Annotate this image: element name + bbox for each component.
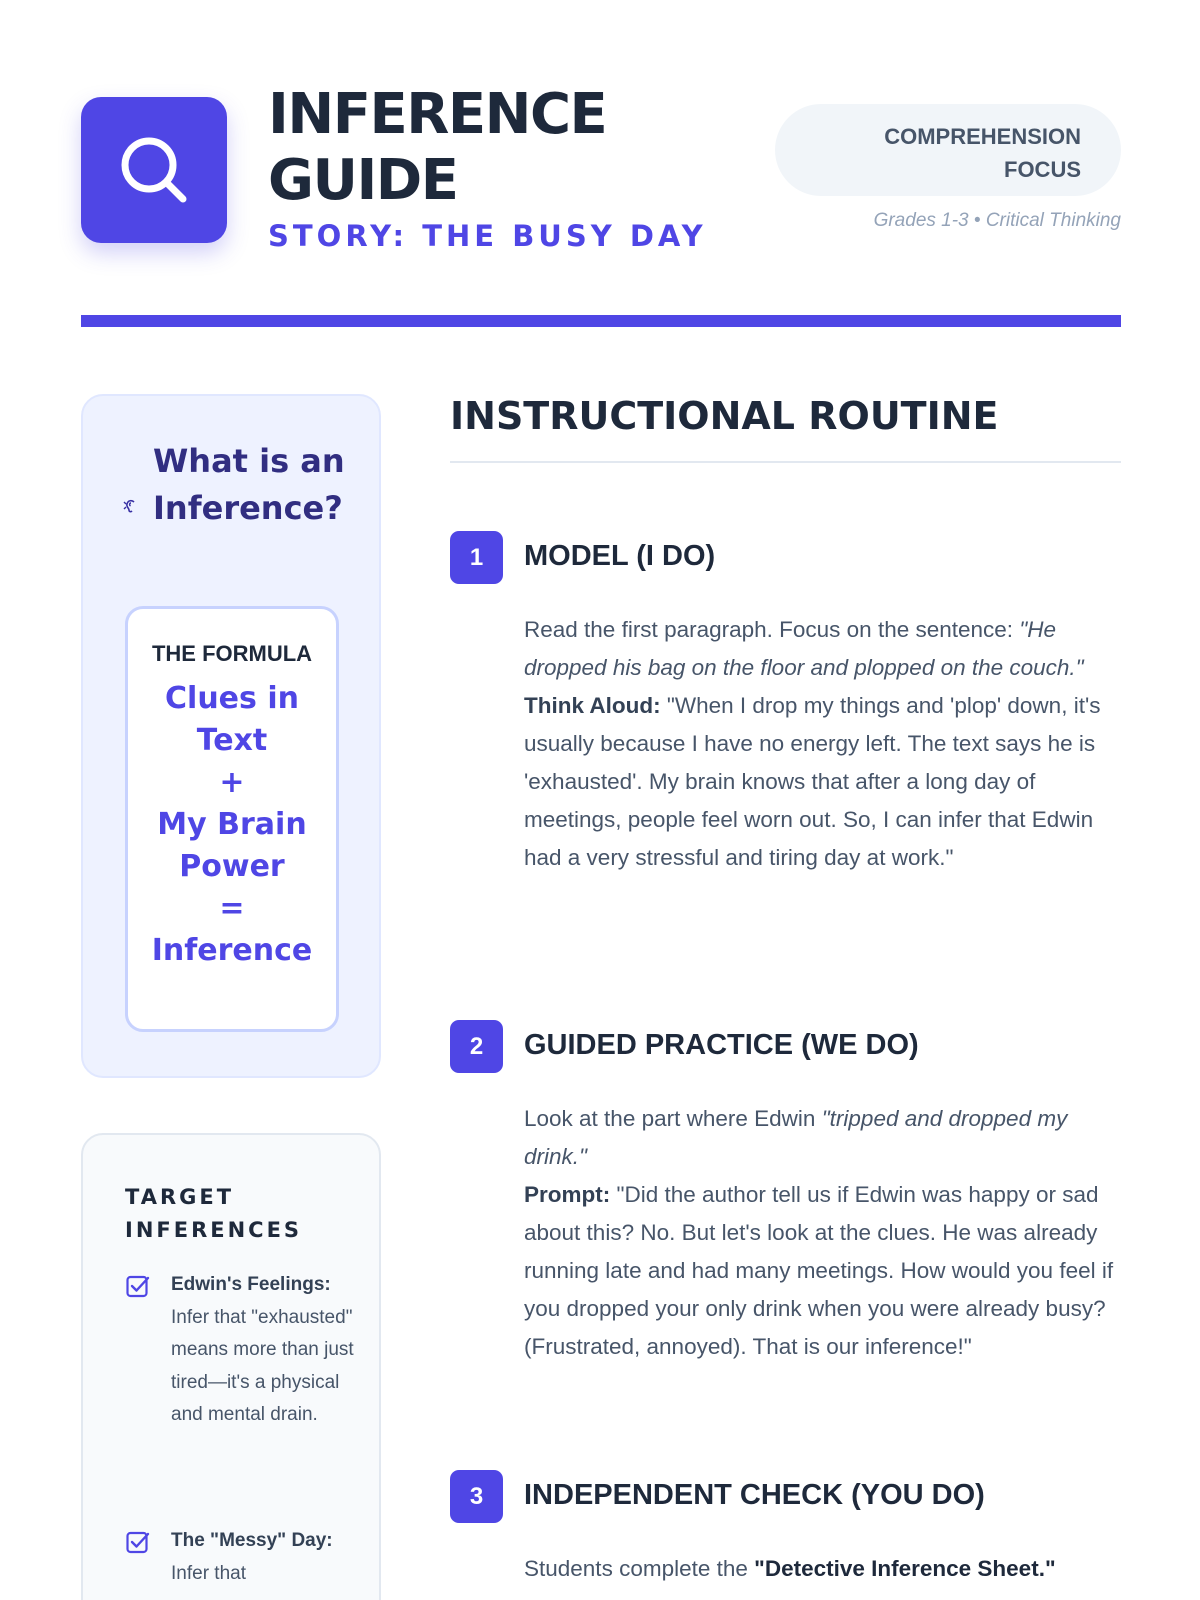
story-subtitle: STORY: THE BUSY DAY: [268, 219, 707, 253]
focus-badge: COMPREHENSION FOCUS: [775, 104, 1121, 196]
grade-note: Grades 1-3 • Critical Thinking: [873, 210, 1121, 231]
formula-clues: Clues in Text: [165, 681, 299, 758]
formula-plus: +: [219, 765, 245, 800]
step-body: [524, 611, 1124, 877]
target-label: Edwin's Feelings:: [171, 1274, 331, 1295]
formula-box: [125, 606, 339, 1032]
step-highlight: "Detective Inference Sheet.": [754, 1556, 1056, 1581]
target-text: Infer that "exhausted" means more than just tired—it's a physical and mental drain.: [171, 1306, 354, 1425]
step-number-badge: 2: [450, 1020, 503, 1073]
step-intro: Read the first paragraph. Focus on the sentence:: [524, 617, 1020, 642]
checkbox-icon: [125, 1529, 151, 1567]
definition-heading: What is an Inference?: [153, 442, 345, 527]
step-body: [524, 1550, 1124, 1588]
step-intro: Look at the part where Edwin: [524, 1106, 822, 1131]
section-title: INSTRUCTIONAL ROUTINE: [450, 394, 999, 438]
step-label: Think Aloud:: [524, 693, 661, 718]
target-inferences-card: [81, 1133, 381, 1600]
list-item: [125, 1525, 355, 1590]
target-heading: TARGET INFERENCES: [125, 1185, 303, 1242]
step-quote: "tripped and dropped my drink.": [524, 1106, 1068, 1169]
step-title: INDEPENDENT CHECK (YOU DO): [524, 1479, 985, 1511]
checkbox-icon: [125, 1273, 151, 1311]
step-number-badge: 3: [450, 1470, 503, 1523]
list-item: [125, 1269, 355, 1432]
logo-tile: [81, 97, 227, 243]
step-label: Prompt:: [524, 1182, 611, 1207]
step-quote: "He dropped his bag on the floor and plopped on the couch.": [524, 617, 1084, 680]
target-label: The "Messy" Day:: [171, 1530, 333, 1551]
formula-result: Inference: [151, 933, 313, 968]
formula-brain-power: My Brain Power: [157, 807, 307, 884]
step-intro: Students complete the: [524, 1556, 755, 1581]
step-body: [524, 1100, 1124, 1366]
target-text: Infer that: [171, 1562, 246, 1584]
page-title: INFERENCE GUIDE: [268, 82, 607, 213]
formula-equals: =: [219, 891, 245, 926]
step-text: "When I drop my things and 'plop' down, it's usually because I have no energy left. The text says he is 'exhausted'. My brain knows that after a long day of meetings, people feel worn out. So, I can infer that Edwin had a very stressful and tiring day at work.": [524, 693, 1101, 870]
formula-label: THE FORMULA: [151, 641, 313, 666]
step-title: GUIDED PRACTICE (WE DO): [524, 1029, 919, 1061]
definition-card: [81, 394, 381, 1078]
step-text: "Did the author tell us if Edwin was happy or sad about this? No. But let's look at the clues. He was already running late and had many meetings. How would you feel if you dropped your only drink when you were already busy? (Frustrated, annoyed). That is our inference!": [524, 1182, 1114, 1359]
ear-icon: [123, 498, 139, 519]
step-title: MODEL (I DO): [524, 540, 716, 572]
step-number-badge: 1: [450, 531, 503, 584]
search-icon: [117, 133, 191, 207]
section-divider: [450, 461, 1121, 463]
header-divider: [81, 315, 1121, 327]
